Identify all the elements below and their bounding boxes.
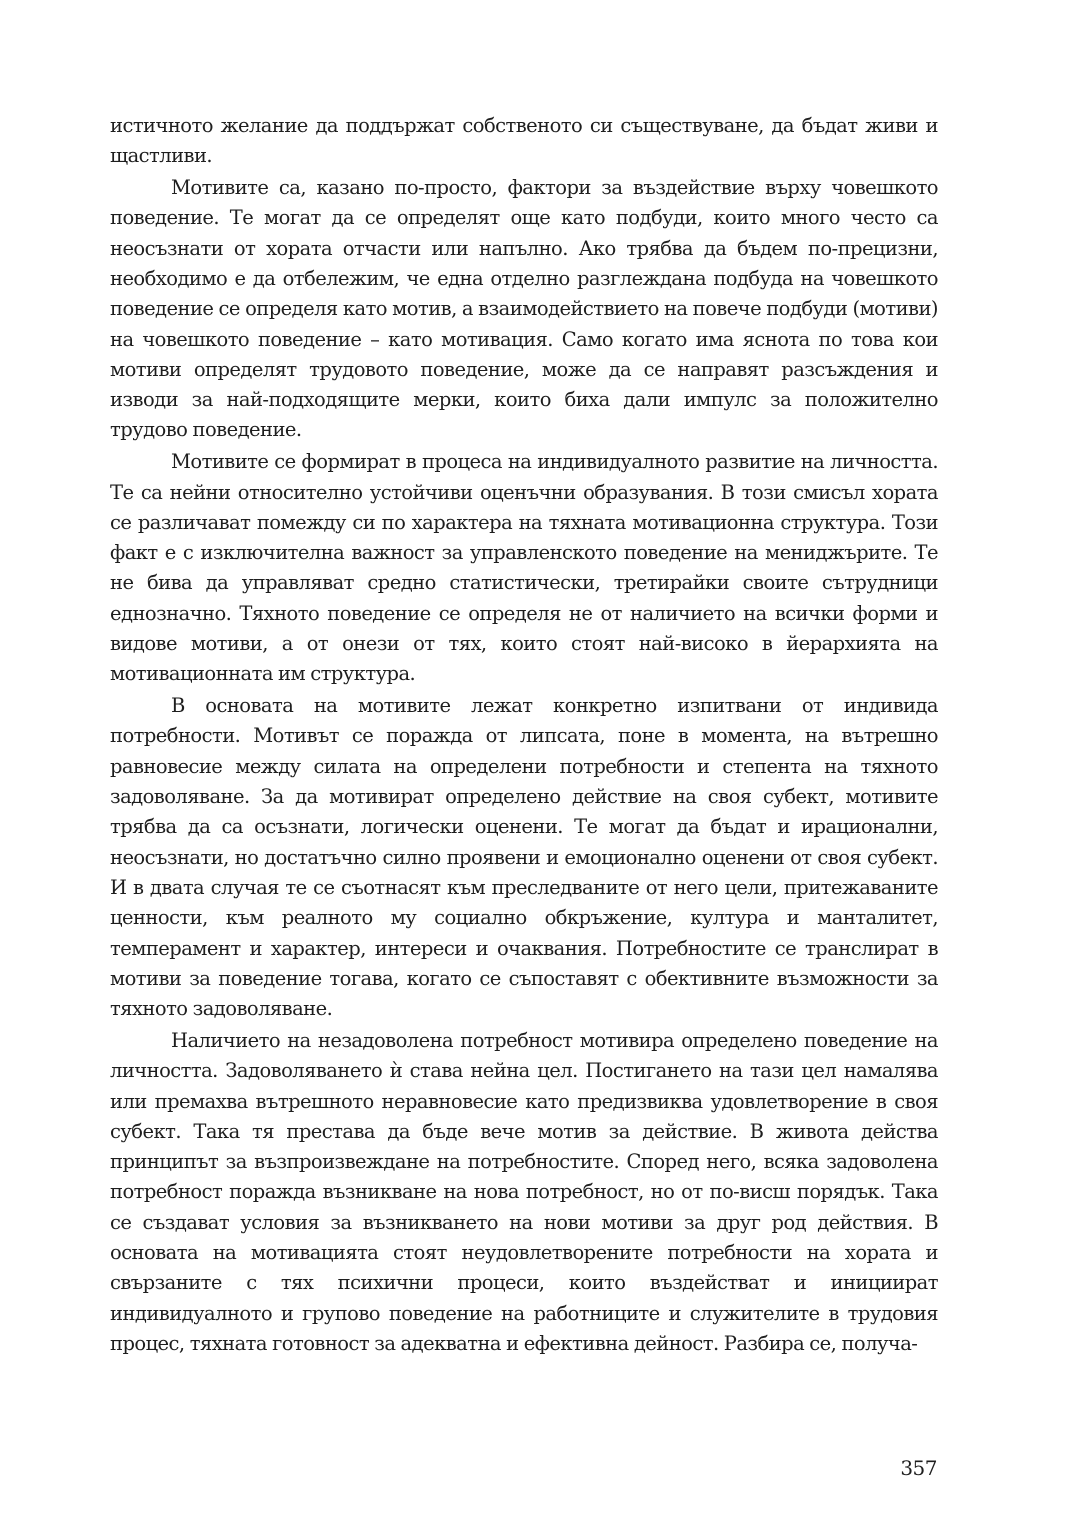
body-text bbox=[110, 111, 938, 1361]
paragraph: Мотивите са, казано по-просто, фактори за въздействие върху човешкото поведение. Те могат да се определят още като подбуди, които много често са неосъзнати от хората отчасти или напълно. Ако трябва да бъдем по-прецизни, необходимо е да отбележим, че една отделно разглеждана подбуда на човешкото поведение се определя като мотив, а взаимодействието на повече подбуди (мотиви) на човешкото поведение – като мотивация. Само когато има яснота по това кои мотиви определят трудовото поведение, може да се направят разсъждения и изводи за най-подходящите мерки, които биха дали импулс за положително трудово поведение. bbox=[110, 176, 938, 442]
paragraph: Мотивите се формират в процеса на индивидуалното развитие на личността. Те са нейни относително устойчиви оценъчни образувания. В този смисъл хората се различават помежду си по характера на тяхната мотивационна структура. Този факт е с изключителна важност за управленското поведение на мениджърите. Те не бива да управляват средно статистически, третирайки своите сътрудници еднозначно. Тяхното поведение се определя не от наличието на всички форми и видове мотиви, а от онези от тях, които стоят най-високо в йерархията на мотивационната им структура. bbox=[110, 450, 938, 686]
page-number: 357 bbox=[900, 1456, 937, 1480]
paragraph-continuation: истичното желание да поддържат собственото си съществуване, да бъдат живи и щастливи. bbox=[110, 114, 938, 168]
paragraph: Наличието на незадоволена потребност мотивира определено поведение на личността. Задоволяването ѝ става нейна цел. Постигането на тази цел намалява или премахва вътрешното неравновесие като предизвиква удовлетворение в своя субект. Така тя престава да бъде вече мотив за действие. В живота действа принципът за възпроизвеждане на потребностите. Според него, всяка задоволена потребност поражда възникване на нова потребност, но от по-висш порядък. Така се създават условия за възникването на нови мотиви за друг род действия. В основата на мотивацията стоят неудовлетворените потребности на хората и свързаните с тях психични процеси, които въздействат и инициират индивидуалното и групово поведение на работниците и служителите в трудовия процес, тяхната готовност за адекватна и ефективна дейност. Разбира се, получа- bbox=[110, 1028, 938, 1355]
paragraph: В основата на мотивите лежат конкретно изпитвани от индивида потребности. Мотивът се поражда от липсата, поне в момента, на вътрешно равновесие между силата на определени потребности и степента на тяхното задоволяване. За да мотивират определено действие на своя субект, мотивите трябва да са осъзнати, логически оценени. Те могат да бъдат и ирационални, неосъзнати, но достатъчно силно проявени и емоционално оценени от своя субект. И в двата случая те се съотнасят към преследваните от него цели, притежаваните ценности, към реалното му социално обкръжение, култура и манталитет, темперамент и характер, интереси и очаквания. Потребностите се транслират в мотиви за поведение тогава, когато се съпоставят с обективните възможности за тяхното задоволяване. bbox=[110, 694, 938, 1021]
